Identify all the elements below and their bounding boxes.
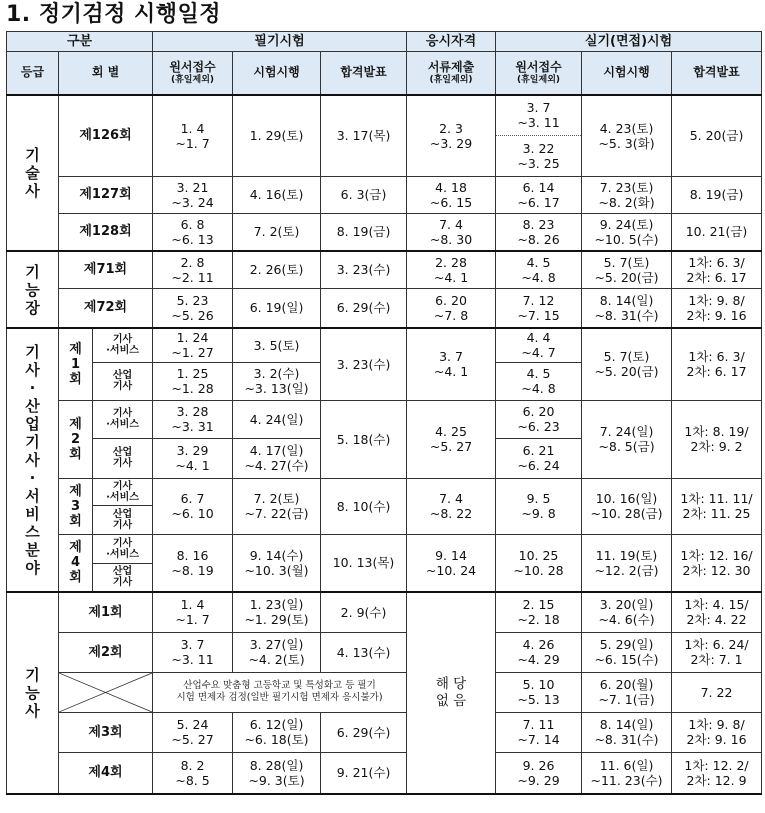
- table-row: [7, 672, 762, 712]
- practical-apply: 6. 20 ~6. 23: [496, 400, 582, 438]
- written-exam: 4. 17(일) ~4. 27(수): [233, 438, 321, 478]
- qual-docs: 7. 4 ~8. 30: [407, 213, 496, 251]
- header-practical: 실기(면접)시험: [496, 32, 762, 52]
- written-apply: 5. 23 ~5. 26: [153, 288, 233, 328]
- practical-result: 7. 22: [672, 672, 762, 712]
- table-row: [7, 95, 762, 177]
- qual-docs: 7. 4 ~8. 22: [407, 478, 496, 534]
- written-apply: 8. 2 ~8. 5: [153, 752, 233, 794]
- written-result: 8. 19(금): [321, 213, 407, 251]
- round-label: 제4회: [59, 752, 153, 794]
- written-exam: 6. 19(일): [233, 288, 321, 328]
- table-row: [7, 632, 762, 672]
- table-row: [7, 752, 762, 794]
- header-qualification: 응시자격: [407, 32, 496, 52]
- practical-exam: 5. 7(토) ~5. 20(금): [582, 251, 672, 288]
- table-row: [7, 400, 762, 438]
- round-label: 제127회: [59, 176, 153, 213]
- group-label: 기 능 장: [7, 251, 59, 328]
- written-exam: 3. 2(수) ~3. 13(일): [233, 362, 321, 400]
- practical-result: 1차: 8. 19/ 2차: 9. 2: [672, 400, 762, 478]
- practical-exam: 7. 24(일) ~8. 5(금): [582, 400, 672, 478]
- table-row: [7, 213, 762, 251]
- page-title: 1. 정기검정 시행일정: [6, 2, 221, 27]
- header-practical-apply: 원서접수 (휴일제외): [496, 52, 582, 95]
- written-result: 3. 23(수): [321, 251, 407, 288]
- cross-mark-icon: [59, 673, 152, 712]
- header-qual-docs: 서류제출 (휴일제외): [407, 52, 496, 95]
- practical-apply: 4. 5 ~4. 8: [496, 362, 582, 400]
- practical-result: 1차: 6. 24/ 2차: 7. 1: [672, 632, 762, 672]
- practical-exam: 11. 6(일) ~11. 23(수): [582, 752, 672, 794]
- written-apply: 5. 24 ~5. 27: [153, 712, 233, 752]
- practical-exam: 3. 20(일) ~4. 6(수): [582, 592, 672, 632]
- practical-apply: 6. 14 ~6. 17: [496, 176, 582, 213]
- written-result: 6. 3(금): [321, 176, 407, 213]
- round-label: 제 3 회: [59, 478, 93, 534]
- group-label: 기 술 사: [7, 95, 59, 252]
- table-row: [7, 712, 762, 752]
- written-exam: 4. 16(토): [233, 176, 321, 213]
- written-result: 6. 29(수): [321, 288, 407, 328]
- practical-result: 1차: 6. 3/ 2차: 6. 17: [672, 251, 762, 288]
- sub-label: 산업 기사: [93, 563, 153, 592]
- qual-docs: 4. 25 ~5. 27: [407, 400, 496, 478]
- practical-result: 1차: 6. 3/ 2차: 6. 17: [672, 328, 762, 400]
- written-result: 8. 10(수): [321, 478, 407, 534]
- table-row: [7, 251, 762, 288]
- table-row: [7, 328, 762, 362]
- exemption-note: 산업수요 맞춤형 고등학교 및 특성화고 등 필기 시험 면제자 검정(일반 필기시험 면제자 응시불가): [153, 672, 407, 712]
- written-apply: 3. 7 ~3. 11: [153, 632, 233, 672]
- header-division: 구분: [7, 32, 153, 52]
- written-result: 10. 13(목): [321, 534, 407, 592]
- written-exam: 1. 23(일) ~1. 29(토): [233, 592, 321, 632]
- practical-apply: 5. 10 ~5. 13: [496, 672, 582, 712]
- header-grade: 등급: [7, 52, 59, 95]
- practical-apply: 4. 5 ~4. 8: [496, 251, 582, 288]
- group-label: 기 능 사: [7, 592, 59, 794]
- written-result: 4. 13(수): [321, 632, 407, 672]
- practical-apply: 10. 25 ~10. 28: [496, 534, 582, 592]
- practical-result: 8. 19(금): [672, 176, 762, 213]
- practical-exam: 4. 23(토) ~5. 3(화): [582, 95, 672, 177]
- practical-apply: 9. 26 ~9. 29: [496, 752, 582, 794]
- qual-docs-none: 해 당 없 음: [407, 592, 496, 794]
- written-exam: 3. 27(일) ~4. 2(토): [233, 632, 321, 672]
- written-apply: 2. 8 ~2. 11: [153, 251, 233, 288]
- header-round: 회 별: [59, 52, 153, 95]
- practical-result: 1차: 4. 15/ 2차: 4. 22: [672, 592, 762, 632]
- written-exam: 3. 5(토): [233, 328, 321, 362]
- round-label: 제71회: [59, 251, 153, 288]
- practical-apply: 9. 5 ~9. 8: [496, 478, 582, 534]
- written-result: 3. 17(목): [321, 95, 407, 177]
- written-exam: 2. 26(토): [233, 251, 321, 288]
- written-apply: 3. 28 ~3. 31: [153, 400, 233, 438]
- practical-result: 1차: 12. 16/ 2차: 12. 30: [672, 534, 762, 592]
- header-written-result: 합격발표: [321, 52, 407, 95]
- sub-label: 산업 기사: [93, 438, 153, 478]
- header-written-apply: 원서접수 (휴일제외): [153, 52, 233, 95]
- practical-result: 1차: 11. 11/ 2차: 11. 25: [672, 478, 762, 534]
- practical-exam: 9. 24(토) ~10. 5(수): [582, 213, 672, 251]
- practical-exam: 6. 20(월) ~7. 1(금): [582, 672, 672, 712]
- round-label: 제1회: [59, 592, 153, 632]
- written-result: 6. 29(수): [321, 712, 407, 752]
- group-label: 기 사 · 산 업 기 사 · 서 비 스 분 야: [7, 328, 59, 592]
- written-result: 5. 18(수): [321, 400, 407, 478]
- written-exam: 1. 29(토): [233, 95, 321, 177]
- written-apply: 3. 29 ~4. 1: [153, 438, 233, 478]
- round-label: 제 1 회: [59, 328, 93, 400]
- practical-apply: 8. 23 ~8. 26: [496, 213, 582, 251]
- written-exam: 9. 14(수) ~10. 3(월): [233, 534, 321, 592]
- qual-docs: 6. 20 ~7. 8: [407, 288, 496, 328]
- practical-apply-b: 3. 22 ~3. 25: [496, 135, 581, 176]
- written-apply: 1. 24 ~1. 27: [153, 328, 233, 362]
- qual-docs: 3. 7 ~4. 1: [407, 328, 496, 400]
- practical-apply: 6. 21 ~6. 24: [496, 438, 582, 478]
- sub-label: 산업 기사: [93, 362, 153, 400]
- practical-exam: 11. 19(토) ~12. 2(금): [582, 534, 672, 592]
- practical-apply: 4. 4 ~4. 7: [496, 328, 582, 362]
- round-label: 제2회: [59, 632, 153, 672]
- written-exam: 6. 12(일) ~6. 18(토): [233, 712, 321, 752]
- table-row: [7, 478, 762, 505]
- practical-exam: 5. 7(토) ~5. 20(금): [582, 328, 672, 400]
- written-result: 3. 23(수): [321, 328, 407, 400]
- round-label: 제3회: [59, 712, 153, 752]
- written-exam: 7. 2(토) ~7. 22(금): [233, 478, 321, 534]
- round-label: 제128회: [59, 213, 153, 251]
- practical-apply: 4. 26 ~4. 29: [496, 632, 582, 672]
- practical-result: 1차: 12. 2/ 2차: 12. 9: [672, 752, 762, 794]
- header-practical-exam: 시험시행: [582, 52, 672, 95]
- practical-exam: 5. 29(일) ~6. 15(수): [582, 632, 672, 672]
- practical-result: 5. 20(금): [672, 95, 762, 177]
- table-row: [7, 592, 762, 632]
- written-apply: 6. 8 ~6. 13: [153, 213, 233, 251]
- written-apply: 8. 16 ~8. 19: [153, 534, 233, 592]
- empty-crossed-cell: [59, 672, 153, 712]
- table-row: [7, 534, 762, 563]
- table-row: [7, 288, 762, 328]
- practical-exam: 8. 14(일) ~8. 31(수): [582, 712, 672, 752]
- practical-apply: 2. 15 ~2. 18: [496, 592, 582, 632]
- header-practical-result: 합격발표: [672, 52, 762, 95]
- written-apply: 1. 4 ~1. 7: [153, 95, 233, 177]
- round-label: 제72회: [59, 288, 153, 328]
- practical-exam: 10. 16(일) ~10. 28(금): [582, 478, 672, 534]
- practical-apply: [496, 95, 582, 177]
- written-result: 2. 9(수): [321, 592, 407, 632]
- written-apply: 6. 7 ~6. 10: [153, 478, 233, 534]
- sub-label: 기사 ·서비스: [93, 328, 153, 362]
- written-exam: 4. 24(일): [233, 400, 321, 438]
- written-result: 9. 21(수): [321, 752, 407, 794]
- written-exam: 7. 2(토): [233, 213, 321, 251]
- sub-label: 산업 기사: [93, 505, 153, 534]
- practical-apply-a: 3. 7 ~3. 11: [517, 100, 560, 131]
- practical-exam: 7. 23(토) ~8. 2(화): [582, 176, 672, 213]
- qual-docs: 4. 18 ~6. 15: [407, 176, 496, 213]
- header-written: 필기시험: [153, 32, 407, 52]
- written-exam: 8. 28(일) ~9. 3(토): [233, 752, 321, 794]
- header-written-exam: 시험시행: [233, 52, 321, 95]
- written-apply: 1. 25 ~1. 28: [153, 362, 233, 400]
- round-label: 제126회: [59, 95, 153, 177]
- sub-label: 기사 ·서비스: [93, 400, 153, 438]
- practical-result: 1차: 9. 8/ 2차: 9. 16: [672, 712, 762, 752]
- qual-docs: 2. 3 ~3. 29: [407, 95, 496, 177]
- written-apply: 3. 21 ~3. 24: [153, 176, 233, 213]
- practical-result: 1차: 9. 8/ 2차: 9. 16: [672, 288, 762, 328]
- table-row: [7, 176, 762, 213]
- qual-docs: 9. 14 ~10. 24: [407, 534, 496, 592]
- written-apply: 1. 4 ~1. 7: [153, 592, 233, 632]
- practical-apply: 7. 11 ~7. 14: [496, 712, 582, 752]
- practical-exam: 8. 14(일) ~8. 31(수): [582, 288, 672, 328]
- schedule-table: [6, 31, 762, 795]
- practical-result: 10. 21(금): [672, 213, 762, 251]
- round-label: 제 2 회: [59, 400, 93, 478]
- practical-apply: 7. 12 ~7. 15: [496, 288, 582, 328]
- sub-label: 기사 ·서비스: [93, 534, 153, 563]
- sub-label: 기사 ·서비스: [93, 478, 153, 505]
- round-label: 제 4 회: [59, 534, 93, 592]
- qual-docs: 2. 28 ~4. 1: [407, 251, 496, 288]
